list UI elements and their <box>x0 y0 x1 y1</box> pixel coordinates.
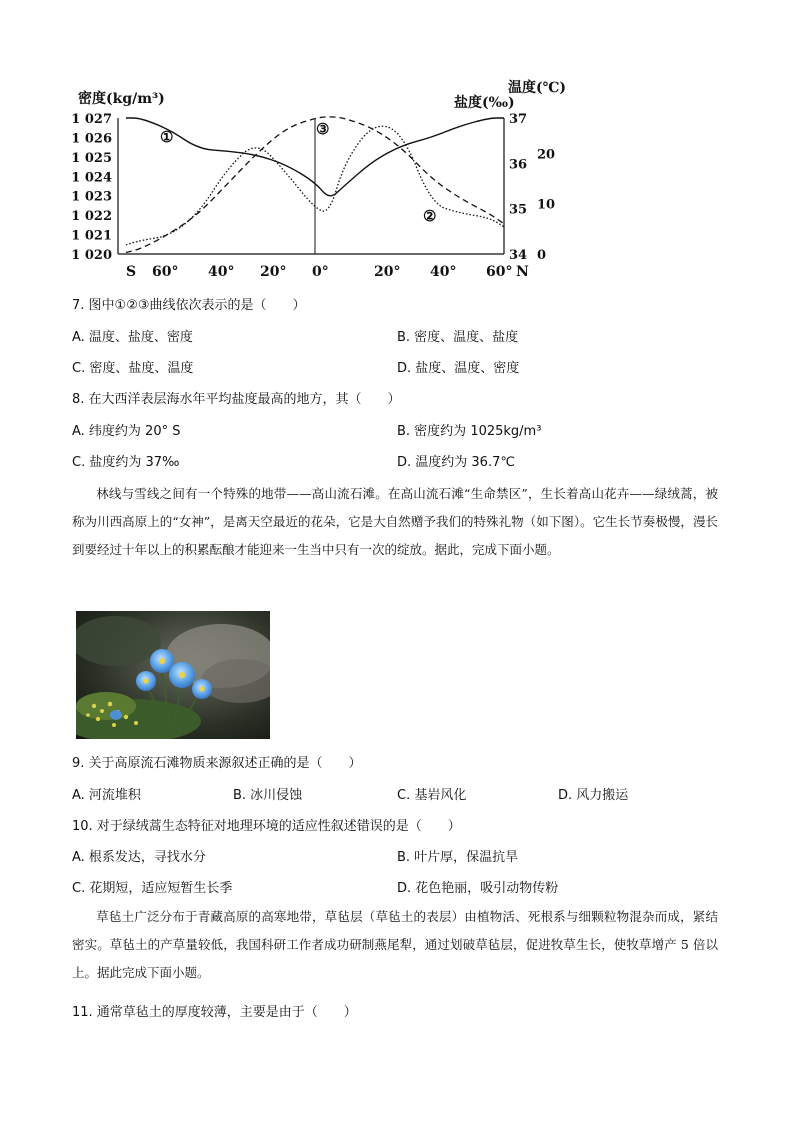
density-tick-label: 1 021 <box>71 228 112 244</box>
question-7-option-c[interactable]: C. 密度、盐度、温度 <box>72 361 194 376</box>
question-11-stem: 11. 通常草毡土的厚度较薄，主要是由于（ ） <box>72 1005 357 1020</box>
question-9-stem: 9. 关于高原流石滩物质来源叙述正确的是（ ） <box>72 756 362 771</box>
question-10-option-a[interactable]: A. 根系发达，寻找水分 <box>72 850 206 865</box>
question-7-option-b[interactable]: B. 密度、温度、盐度 <box>397 330 519 345</box>
passage-meadow-soil-text: 草毡土广泛分布于青藏高原的高寒地带，草毡层（草毡土的表层）由植物活、死根系与细颗粒物混杂而成，紧结密实。草毡土的产草量较低，我国科研工作者成功研制燕尾犁，通过划破草毡层，促进牧草生长，使牧草增产 5 倍以上。据此完成下面小题。 <box>72 909 718 980</box>
x-tick-label: 60° <box>486 264 513 280</box>
x-tick-label: 0° <box>312 264 329 280</box>
x-tick-label: 60° <box>152 264 179 280</box>
question-9-option-c[interactable]: C. 基岩风化 <box>397 788 467 803</box>
salinity-tick-label: 36 <box>509 157 528 173</box>
question-10-option-b[interactable]: B. 叶片厚，保温抗旱 <box>397 850 519 865</box>
photo-svg <box>76 611 270 739</box>
question-8-stem: 8. 在大西洋表层海水年平均盐度最高的地方，其（ ） <box>72 392 401 407</box>
density-tick-label: 1 024 <box>71 170 112 186</box>
right-axis-title-salinity: 盐度(‰) <box>454 95 515 111</box>
question-10-option-c[interactable]: C. 花期短，适应短暂生长季 <box>72 881 233 896</box>
question-8-option-d[interactable]: D. 温度约为 36.7℃ <box>397 455 515 470</box>
question-8-option-b[interactable]: B. 密度约为 1025kg/m³ <box>397 424 542 439</box>
density-tick-label: 1 023 <box>71 189 112 205</box>
salinity-tick-label: 34 <box>509 248 528 263</box>
density-tick-label: 1 020 <box>71 248 112 263</box>
question-9-option-d[interactable]: D. 风力搬运 <box>558 788 629 803</box>
x-tick-label: 20° <box>260 264 287 280</box>
temperature-tick-label: 20 <box>537 147 556 163</box>
x-tick-label: 40° <box>208 264 235 280</box>
x-tick-label: S <box>126 264 137 280</box>
question-10-stem: 10. 对于绿绒蒿生态特征对地理环境的适应性叙述错误的是（ ） <box>72 819 461 834</box>
curve-label-1: ① <box>160 128 174 146</box>
question-10-option-d[interactable]: D. 花色艳丽，吸引动物传粉 <box>397 881 559 896</box>
meconopsis-photo <box>76 611 270 739</box>
chart-svg <box>66 76 586 286</box>
curve-label-2: ② <box>423 207 437 225</box>
right-axis-title-temperature: 温度(℃) <box>508 80 567 96</box>
density-tick-label: 1 025 <box>71 150 112 166</box>
question-7-option-a[interactable]: A. 温度、盐度、密度 <box>72 330 193 345</box>
density-tick-label: 1 027 <box>71 112 112 127</box>
curve-label-3: ③ <box>316 120 330 138</box>
temperature-tick-label: 0 <box>537 248 547 263</box>
ocean-property-chart <box>66 76 586 286</box>
question-7-stem: 7. 图中①②③曲线依次表示的是（ ） <box>72 298 306 313</box>
question-7-option-d[interactable]: D. 盐度、温度、密度 <box>397 361 520 376</box>
question-9-option-a[interactable]: A. 河流堆积 <box>72 788 141 803</box>
temperature-tick-label: 10 <box>537 197 556 213</box>
question-8-option-c[interactable]: C. 盐度约为 37‰ <box>72 455 180 470</box>
left-axis-title: 密度(kg/m³) <box>78 91 165 107</box>
passage-meadow-soil <box>72 903 718 987</box>
salinity-tick-label: 35 <box>509 202 528 218</box>
question-8-option-a[interactable]: A. 纬度约为 20° S <box>72 424 181 439</box>
density-tick-label: 1 026 <box>71 131 112 147</box>
passage-meconopsis <box>72 480 718 564</box>
density-tick-label: 1 022 <box>71 209 112 225</box>
x-tick-label: 40° <box>430 264 457 280</box>
question-9-option-b[interactable]: B. 冰川侵蚀 <box>233 788 303 803</box>
salinity-tick-label: 37 <box>509 112 528 127</box>
x-tick-label: 20° <box>374 264 401 280</box>
passage-meconopsis-text: 林线与雪线之间有一个特殊的地带——高山流石滩。在高山流石滩“生命禁区”，生长着高山花卉——绿绒蒿，被称为川西高原上的“女神”，是离天空最近的花朵，它是大自然赠予我们的特殊礼物（如下图）。它生长节奏极慢，漫长到要经过十年以上的积累酝酿才能迎来一生当中只有一次的绽放。据此，完成下面小题。 <box>72 486 718 557</box>
x-tick-label: N <box>516 264 529 280</box>
